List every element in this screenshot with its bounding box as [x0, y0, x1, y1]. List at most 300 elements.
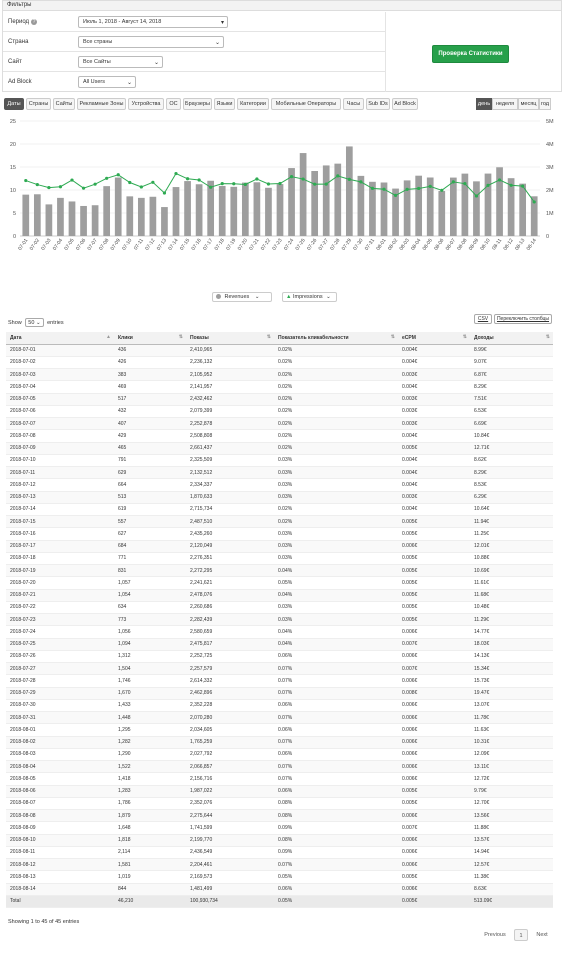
- table-cell: 0.004€: [398, 430, 470, 442]
- tab-8[interactable]: Категории: [237, 98, 269, 110]
- table-row: [6, 540, 553, 552]
- impressions-point: [371, 187, 374, 190]
- table-cell: 6.29€: [470, 491, 553, 503]
- bar: [57, 198, 64, 236]
- column-header-4[interactable]: [398, 332, 470, 344]
- table-row: [6, 393, 553, 405]
- table-row: [6, 748, 553, 760]
- adblock-select[interactable]: [78, 76, 136, 88]
- table-cell: 15.73€: [470, 675, 553, 687]
- table-cell: 2018-07-03: [6, 369, 114, 381]
- table-cell: 11.61€: [470, 577, 553, 589]
- table-cell: 0.02%: [274, 405, 398, 417]
- impressions-point: [521, 184, 524, 187]
- period-3[interactable]: год: [539, 98, 551, 110]
- table-cell: 2,325,509: [186, 454, 274, 466]
- filter-row-period: [3, 12, 385, 32]
- table-cell: 10.88€: [470, 552, 553, 564]
- table-cell: 2,260,686: [186, 601, 274, 613]
- tab-7[interactable]: Языки: [214, 98, 235, 110]
- table-cell: 2018-07-16: [6, 528, 114, 540]
- impressions-point: [510, 184, 513, 187]
- table-cell: 0.005€: [398, 528, 470, 540]
- x-tick: 07-18: [213, 237, 226, 252]
- table-cell: 2018-08-04: [6, 761, 114, 773]
- impressions-point: [486, 184, 489, 187]
- table-cell: 11.88€: [470, 822, 553, 834]
- table-cell: 619: [114, 503, 186, 515]
- sort-icon: ⇅: [266, 334, 271, 340]
- x-tick: 07-21: [248, 237, 261, 252]
- y-tick-right: 4M: [546, 142, 554, 148]
- y-tick-left: 20: [9, 142, 16, 148]
- bar: [80, 206, 87, 236]
- toggle-columns-button[interactable]: Переключить столбцы: [494, 314, 552, 324]
- table-cell: 0.006€: [398, 540, 470, 552]
- tab-6[interactable]: Браузеры: [183, 98, 212, 110]
- period-0[interactable]: день: [476, 98, 492, 110]
- table-cell: 1,870,633: [186, 491, 274, 503]
- impressions-point: [163, 191, 166, 194]
- impressions-point: [533, 200, 536, 203]
- table-cell: 1,056: [114, 626, 186, 638]
- table-row: [6, 687, 553, 699]
- impressions-point: [82, 187, 85, 190]
- table-cell: 1,019: [114, 871, 186, 883]
- table-row: [6, 822, 553, 834]
- table-cell: 1,282: [114, 736, 186, 748]
- x-tick: 07-06: [74, 237, 88, 252]
- table-cell: 513: [114, 491, 186, 503]
- impressions-point: [463, 182, 466, 185]
- table-cell: 11.68€: [470, 589, 553, 601]
- table-cell: 0.07%: [274, 687, 398, 699]
- adblock-value: All Users: [83, 79, 106, 85]
- help-icon[interactable]: ?: [32, 19, 36, 25]
- table-cell: 2018-08-14: [6, 883, 114, 895]
- table-cell: 2,352,228: [186, 699, 274, 711]
- legend-line-icon: ▲: [286, 294, 292, 300]
- sort-icon: ⇅: [178, 334, 183, 340]
- table-cell: 2,580,659: [186, 626, 274, 638]
- table-cell: 11.78€: [470, 712, 553, 724]
- x-tick: 07-01: [17, 237, 30, 252]
- tab-1[interactable]: Страны: [26, 98, 51, 110]
- x-tick: 08-07: [444, 237, 457, 252]
- table-cell: 2,027,792: [186, 748, 274, 760]
- table-cell: 2018-07-19: [6, 565, 114, 577]
- country-select[interactable]: [78, 36, 224, 48]
- table-cell: 2018-08-13: [6, 871, 114, 883]
- x-tick: 07-30: [352, 237, 365, 252]
- tab-11[interactable]: Sub IDs: [366, 98, 390, 110]
- impressions-point: [151, 181, 154, 184]
- table-cell: 0.06%: [274, 650, 398, 662]
- table-cell: 1,418: [114, 773, 186, 785]
- table-cell: 8.29€: [470, 467, 553, 479]
- table-cell: 0.005€: [398, 516, 470, 528]
- table-cell: 2,614,332: [186, 675, 274, 687]
- table-cell: 2,241,621: [186, 577, 274, 589]
- table-cell: 0.005€: [398, 614, 470, 626]
- table-cell: 0.007€: [398, 663, 470, 675]
- table-cell: 2018-08-03: [6, 748, 114, 760]
- table-cell: 773: [114, 614, 186, 626]
- filters-panel: [2, 0, 562, 92]
- table-row: [6, 773, 553, 785]
- chevron-down-icon: ⌄: [254, 294, 260, 300]
- table-cell: 0.006€: [398, 810, 470, 822]
- impressions-point: [255, 177, 258, 180]
- x-tick: 07-31: [363, 237, 377, 252]
- table-cell: 0.004€: [398, 344, 470, 356]
- table-row: [6, 565, 553, 577]
- x-tick: 07-17: [202, 237, 215, 252]
- bar: [34, 194, 41, 236]
- x-tick: 07-26: [306, 237, 319, 252]
- table-cell: 0.05%: [274, 577, 398, 589]
- table-cell: 0.03%: [274, 601, 398, 613]
- table-cell: 11.38€: [470, 871, 553, 883]
- table-row: [6, 479, 553, 491]
- table-cell: 0.003€: [398, 393, 470, 405]
- impressions-point: [440, 189, 443, 192]
- bar: [415, 176, 422, 236]
- table-cell: 1,879: [114, 810, 186, 822]
- tab-5[interactable]: ОС: [166, 98, 181, 110]
- table-cell: 0.006€: [398, 699, 470, 711]
- table-cell: 2018-07-25: [6, 638, 114, 650]
- sort-icon: ⇅: [390, 334, 395, 340]
- table-cell: 0.02%: [274, 516, 398, 528]
- table-cell: 407: [114, 418, 186, 430]
- table-cell: 0.004€: [398, 467, 470, 479]
- table-cell: 664: [114, 479, 186, 491]
- table-cell: 13.56€: [470, 810, 553, 822]
- pagination-next[interactable]: Next: [536, 932, 548, 938]
- legend-revenues-select[interactable]: [212, 292, 272, 302]
- country-value: Все страны: [83, 39, 113, 45]
- impressions-point: [290, 175, 293, 178]
- table-cell: 831: [114, 565, 186, 577]
- bar: [323, 165, 330, 236]
- bar: [184, 181, 191, 236]
- x-tick: 08-06: [433, 237, 446, 252]
- table-cell: 2,661,437: [186, 442, 274, 454]
- table-cell: 2018-07-17: [6, 540, 114, 552]
- table-cell: 2,435,260: [186, 528, 274, 540]
- adblock-label: Ad Block: [8, 79, 32, 85]
- impressions-point: [140, 185, 143, 188]
- impressions-point: [452, 180, 455, 183]
- table-cell: 0.02%: [274, 356, 398, 368]
- table-cell: 0.06%: [274, 699, 398, 711]
- tab-12[interactable]: Ad Block: [392, 98, 418, 110]
- table-cell: 0.007€: [398, 822, 470, 834]
- table-cell: 10.48€: [470, 601, 553, 613]
- table-cell: 0.03%: [274, 454, 398, 466]
- impressions-point: [105, 177, 108, 180]
- table-cell: 2,066,857: [186, 761, 274, 773]
- x-tick: 08-13: [514, 237, 527, 252]
- table-cell: 12.09€: [470, 748, 553, 760]
- table-cell: 0.004€: [398, 454, 470, 466]
- table-cell: 0.08%: [274, 810, 398, 822]
- table-cell: 12.01€: [470, 540, 553, 552]
- table-cell: 0.03%: [274, 540, 398, 552]
- period-label: Период: [8, 19, 30, 25]
- show-prefix: Show: [8, 320, 22, 326]
- total-cell: 513.09€: [470, 895, 553, 907]
- column-header-1[interactable]: [114, 332, 186, 344]
- table-row: [6, 418, 553, 430]
- table-cell: 0.03%: [274, 467, 398, 479]
- legend-impressions-label: Impressions: [292, 294, 323, 300]
- filter-row-adblock: [3, 72, 385, 92]
- impressions-point: [244, 183, 247, 186]
- table-cell: 0.006€: [398, 883, 470, 895]
- column-header-0[interactable]: [6, 332, 114, 344]
- table-cell: 13.57€: [470, 834, 553, 846]
- table-cell: 0.03%: [274, 491, 398, 503]
- table-cell: 634: [114, 601, 186, 613]
- column-header-3[interactable]: [274, 332, 398, 344]
- table-cell: 11.25€: [470, 528, 553, 540]
- table-cell: 8.53€: [470, 479, 553, 491]
- pagination-previous[interactable]: Previous: [484, 932, 506, 938]
- table-cell: 0.003€: [398, 369, 470, 381]
- table-row: [6, 785, 553, 797]
- impressions-point: [278, 182, 281, 185]
- impressions-point: [198, 178, 201, 181]
- table-cell: 0.006€: [398, 834, 470, 846]
- table-cell: 2018-07-18: [6, 552, 114, 564]
- table-cell: 2018-07-22: [6, 601, 114, 613]
- column-header-label: eCPM: [402, 334, 416, 341]
- table-cell: 0.005€: [398, 577, 470, 589]
- impressions-point: [47, 186, 50, 189]
- chevron-down-icon: ⌄: [153, 60, 159, 66]
- check-statistics-button[interactable]: Проверка Статистики: [432, 45, 509, 63]
- impressions-point: [302, 177, 305, 180]
- table-cell: 12.71€: [470, 442, 553, 454]
- table-cell: 10.64€: [470, 503, 553, 515]
- impressions-point: [117, 173, 120, 176]
- table-cell: 11.63€: [470, 724, 553, 736]
- table-cell: 0.006€: [398, 859, 470, 871]
- caret-down-icon: ▾: [220, 20, 224, 26]
- total-cell: 46,210: [114, 895, 186, 907]
- table-row: [6, 442, 553, 454]
- impressions-point: [36, 183, 39, 186]
- filters-action-area: [385, 12, 562, 92]
- tab-10[interactable]: Часы: [343, 98, 364, 110]
- total-cell: 100,930,734: [186, 895, 274, 907]
- tab-4[interactable]: Устройства: [128, 98, 164, 110]
- table-cell: 0.08%: [274, 834, 398, 846]
- table-cell: 0.04%: [274, 626, 398, 638]
- impressions-point: [24, 179, 27, 182]
- table-cell: 2,462,896: [186, 687, 274, 699]
- table-cell: 0.06%: [274, 883, 398, 895]
- table-cell: 2018-07-09: [6, 442, 114, 454]
- table-cell: 7.51€: [470, 393, 553, 405]
- x-tick: 07-27: [317, 237, 330, 252]
- table-cell: 2,475,817: [186, 638, 274, 650]
- y-tick-right: 2M: [546, 188, 554, 194]
- impressions-point: [232, 182, 235, 185]
- table-row: [6, 577, 553, 589]
- impressions-point: [70, 178, 73, 181]
- table-cell: 0.003€: [398, 491, 470, 503]
- table-cell: 2,282,439: [186, 614, 274, 626]
- x-tick: 07-05: [63, 237, 76, 252]
- table-cell: 0.006€: [398, 748, 470, 760]
- bar: [242, 183, 249, 236]
- x-tick: 07-19: [225, 237, 238, 252]
- impressions-point: [59, 185, 62, 188]
- filter-row-site: [3, 52, 385, 72]
- table-cell: 2,257,579: [186, 663, 274, 675]
- x-tick: 07-14: [167, 237, 180, 252]
- table-cell: 2018-07-07: [6, 418, 114, 430]
- table-cell: 0.02%: [274, 369, 398, 381]
- table-cell: 2018-07-13: [6, 491, 114, 503]
- table-cell: 629: [114, 467, 186, 479]
- table-row: [6, 601, 553, 613]
- period-2[interactable]: месяц: [518, 98, 539, 110]
- bar: [519, 184, 526, 236]
- chevron-down-icon: ⌄: [126, 80, 132, 86]
- table-cell: 0.04%: [274, 589, 398, 601]
- bar: [92, 205, 99, 236]
- table-row: [6, 650, 553, 662]
- table-cell: 1,504: [114, 663, 186, 675]
- x-tick: 08-08: [456, 237, 469, 252]
- table-cell: 2018-07-08: [6, 430, 114, 442]
- x-tick: 07-08: [98, 237, 111, 252]
- site-label: Сайт: [8, 59, 22, 65]
- table-row: [6, 834, 553, 846]
- table-cell: 0.02%: [274, 503, 398, 515]
- table-cell: 2018-07-10: [6, 454, 114, 466]
- table-cell: 0.004€: [398, 381, 470, 393]
- table-cell: 14.94€: [470, 846, 553, 858]
- x-tick: 07-09: [109, 237, 122, 252]
- period-select[interactable]: [78, 16, 228, 28]
- bar: [103, 186, 110, 236]
- table-row: [6, 589, 553, 601]
- table-cell: 2,070,280: [186, 712, 274, 724]
- table-cell: 11.29€: [470, 614, 553, 626]
- column-header-2[interactable]: [186, 332, 274, 344]
- table-cell: 12.57€: [470, 859, 553, 871]
- impressions-point: [359, 180, 362, 183]
- table-cell: 9.79€: [470, 785, 553, 797]
- table-cell: 426: [114, 356, 186, 368]
- table-cell: 1,433: [114, 699, 186, 711]
- table-cell: 2,275,644: [186, 810, 274, 822]
- column-header-label: Показы: [190, 334, 209, 341]
- x-tick: 08-12: [502, 237, 515, 252]
- table-cell: 2018-07-11: [6, 467, 114, 479]
- table-cell: 6.69€: [470, 418, 553, 430]
- y-tick-right: 5M: [546, 119, 554, 125]
- table-cell: 429: [114, 430, 186, 442]
- impressions-point: [267, 182, 270, 185]
- table-cell: 0.004€: [398, 503, 470, 515]
- table-cell: 9.07€: [470, 356, 553, 368]
- legend-impressions-select[interactable]: [282, 292, 337, 302]
- table-cell: 1,094: [114, 638, 186, 650]
- site-select[interactable]: [78, 56, 163, 68]
- period-1[interactable]: неделя: [492, 98, 518, 110]
- impressions-point: [186, 177, 189, 180]
- total-cell: Total: [6, 895, 114, 907]
- table-cell: 2,120,049: [186, 540, 274, 552]
- table-cell: 2,487,510: [186, 516, 274, 528]
- y-tick-left: 25: [9, 119, 16, 125]
- table-cell: 0.03%: [274, 614, 398, 626]
- impressions-point: [406, 188, 409, 191]
- bar: [277, 184, 284, 236]
- tab-2[interactable]: Сайты: [53, 98, 75, 110]
- table-cell: 1,670: [114, 687, 186, 699]
- y-tick-right: 1M: [546, 211, 554, 217]
- table-cell: 2,169,573: [186, 871, 274, 883]
- tab-9[interactable]: Мобильные Операторы: [271, 98, 341, 110]
- page-length-select[interactable]: [25, 318, 43, 327]
- table-cell: 2018-07-06: [6, 405, 114, 417]
- impressions-point: [348, 178, 351, 181]
- table-row: [6, 724, 553, 736]
- table-cell: 0.008€: [398, 687, 470, 699]
- y-tick-right: 3M: [546, 165, 554, 171]
- table-row: [6, 699, 553, 711]
- table-cell: 2,105,952: [186, 369, 274, 381]
- impressions-point: [209, 186, 212, 189]
- table-cell: 2018-08-11: [6, 846, 114, 858]
- bar: [46, 204, 53, 236]
- x-tick: 07-20: [236, 237, 249, 252]
- bar: [115, 178, 122, 236]
- filters-title: Фильтры: [3, 1, 561, 11]
- tab-0[interactable]: Даты: [4, 98, 24, 110]
- pagination-page-1[interactable]: 1: [514, 929, 528, 941]
- table-cell: 0.07%: [274, 675, 398, 687]
- table-cell: 1,054: [114, 589, 186, 601]
- csv-button[interactable]: CSV: [474, 314, 492, 324]
- x-tick: 08-02: [386, 237, 400, 252]
- table-cell: 0.03%: [274, 528, 398, 540]
- bar: [450, 178, 457, 236]
- table-cell: 684: [114, 540, 186, 552]
- table-row: [6, 663, 553, 675]
- table-cell: 0.02%: [274, 381, 398, 393]
- total-cell: 0.005€: [398, 895, 470, 907]
- table-row: [6, 528, 553, 540]
- table-cell: 1,765,259: [186, 736, 274, 748]
- table-cell: 2,715,734: [186, 503, 274, 515]
- column-header-5[interactable]: [470, 332, 553, 344]
- tab-3[interactable]: Рекламные Зоны: [77, 98, 126, 110]
- bar: [265, 188, 272, 236]
- table-row: [6, 369, 553, 381]
- table-cell: 2018-07-12: [6, 479, 114, 491]
- table-cell: 469: [114, 381, 186, 393]
- table-cell: 2,276,351: [186, 552, 274, 564]
- table-cell: 12.72€: [470, 773, 553, 785]
